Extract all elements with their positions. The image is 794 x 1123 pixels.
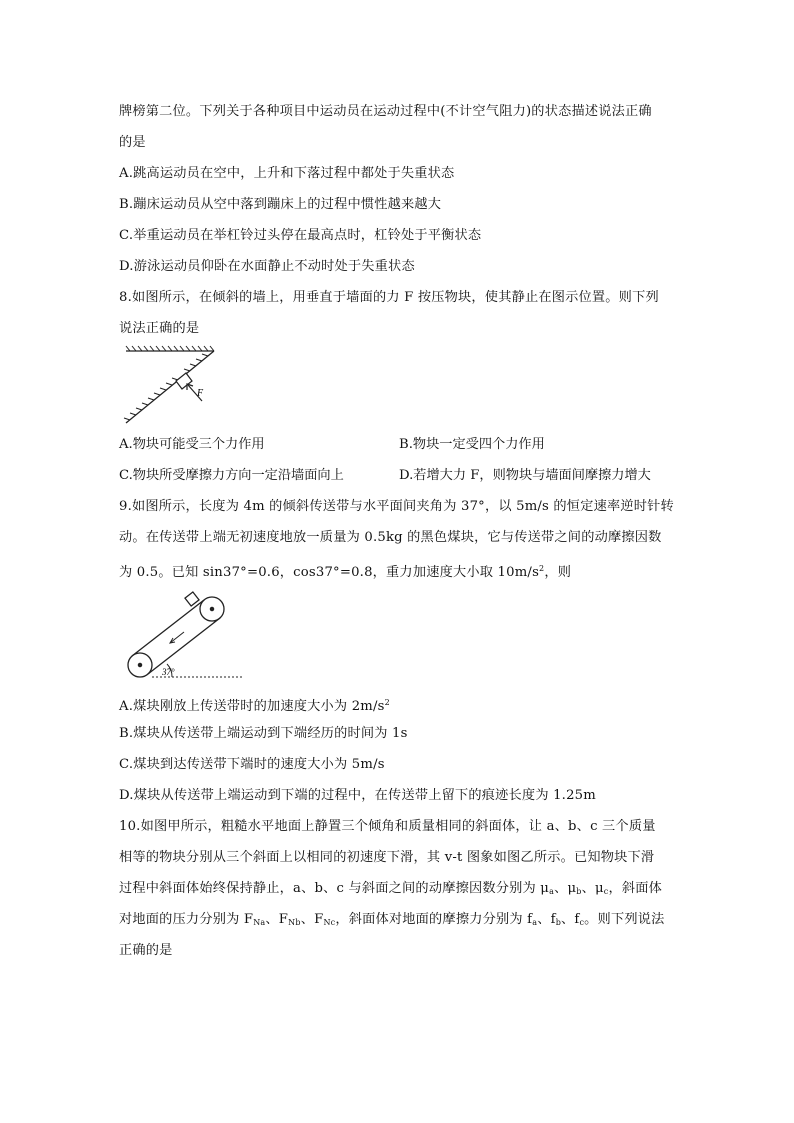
q8-force-label: F: [197, 388, 204, 399]
q9-angle-label: 37°: [162, 667, 175, 677]
q10-stem-line-1: 10.如图甲所示，粗糙水平地面上静置三个倾角和质量相同的斜面体，让 a、b、c 三个质量: [119, 819, 656, 834]
q10-text: 对地面的压力分别为 F: [119, 912, 254, 927]
q9-stem-line-2: 动。在传送带上端无初速度地放一质量为 0.5kg 的黑色煤块，它与传送带之间的动摩擦因数: [119, 530, 662, 545]
q10-text: 、F: [300, 912, 324, 927]
q10-text: ，斜面体对地面的摩擦力分别为 f: [335, 912, 533, 927]
q10-subscript: a: [549, 887, 555, 896]
q8-option-c: C.物块所受摩擦力方向一定沿墙面向上: [119, 468, 344, 483]
q8-option-b: B.物块一定受四个力作用: [399, 437, 545, 452]
q9-belt-bottom: [148, 618, 220, 674]
q9-option-a-superscript: 2: [384, 698, 390, 707]
q8-option-d: D.若增大力 F，则物块与墙面间摩擦力增大: [399, 468, 651, 483]
q10-subscript: b: [555, 918, 562, 927]
q9-lower-pulley-axle: [138, 663, 141, 666]
q10-stem-line-2: 相等的物块分别从三个斜面上以相同的初速度下滑，其 v-t 图象如图乙所示。已知物块下滑: [119, 850, 655, 865]
q10-text: 。则下列说法: [584, 912, 665, 927]
q7-option-a: A.跳高运动员在空中，上升和下落过程中都处于失重状态: [119, 166, 455, 181]
q10-stem-line-3: [119, 879, 662, 902]
q10-text: 、μ: [581, 881, 604, 896]
q8-stem-line-1: 8.如图所示，在倾斜的墙上，用垂直于墙面的力 F 按压物块，使其静止在图示位置。则下列: [119, 290, 659, 305]
q8-inclined-wall-figure: [120, 343, 230, 429]
q9-coal-block: [185, 592, 199, 606]
q9-stem-line-3: [119, 559, 571, 583]
q9-option-b: B.煤块从传送带上端运动到下端经历的时间为 1s: [119, 726, 408, 741]
q9-belt-direction-arrow: [170, 632, 184, 643]
q9-option-a: [119, 693, 390, 717]
q8-option-a: A.物块可能受三个力作用: [119, 437, 265, 452]
q10-text: ，斜面体: [608, 881, 662, 896]
q10-text: 、f: [561, 912, 580, 927]
q9-option-a-text: A.煤块刚放上传送带时的加速度大小为 2m/s: [119, 699, 385, 714]
q10-text: 、F: [265, 912, 289, 927]
q7-option-c: C.举重运动员在举杠铃过头停在最高点时，杠铃处于平衡状态: [119, 228, 482, 243]
q10-subscript: Nc: [323, 918, 336, 927]
q10-subscript: c: [603, 887, 609, 896]
q9-stem-text: 为 0.5。已知 sin37°=0.6，cos37°=0.8，重力加速度大小取 10m/s: [119, 565, 540, 580]
q10-subscript: c: [579, 918, 585, 927]
q8-inclined-wall: [126, 351, 214, 423]
q10-stem-line-5: 正确的是: [119, 943, 173, 958]
intro-line-1: 牌榜第二位。下列关于各种项目中运动员在运动过程中(不计空气阻力)的状态描述说法正确: [119, 104, 652, 119]
q10-text: 过程中斜面体始终保持静止，a、b、c 与斜面之间的动摩擦因数分别为 μ: [119, 881, 550, 896]
q9-stem-tail: ，则: [544, 565, 572, 580]
q9-upper-pulley-axle: [210, 607, 213, 610]
q9-option-d: D.煤块从传送带上端运动到下端的过程中，在传送带上留下的痕迹长度为 1.25m: [119, 788, 596, 803]
q10-subscript: a: [532, 918, 538, 927]
q9-conveyor-figure: [122, 590, 262, 686]
q9-option-c: C.煤块到达传送带下端时的速度大小为 5m/s: [119, 757, 385, 772]
q10-subscript: b: [576, 887, 582, 896]
intro-line-2: 的是: [119, 135, 146, 150]
q9-stem-line-1: 9.如图所示，长度为 4m 的倾斜传送带与水平面间夹角为 37°，以 5m/s 的恒定速率逆时针转: [119, 499, 674, 514]
q8-wall-hatch: [124, 354, 208, 420]
q10-subscript: Na: [253, 918, 266, 927]
q10-text: 、f: [537, 912, 556, 927]
q9-belt-top: [132, 600, 204, 656]
q10-text: 、μ: [554, 881, 577, 896]
q8-stem-line-2: 说法正确的是: [119, 321, 200, 336]
q10-stem-line-4: [119, 910, 665, 933]
q7-option-b: B.蹦床运动员从空中落到蹦床上的过程中惯性越来越大: [119, 197, 442, 212]
q7-option-d: D.游泳运动员仰卧在水面静止不动时处于失重状态: [119, 259, 415, 274]
q8-ceiling-hatch: [126, 346, 214, 351]
q10-subscript: Nb: [288, 918, 301, 927]
q9-stem-superscript: 2: [539, 564, 545, 573]
